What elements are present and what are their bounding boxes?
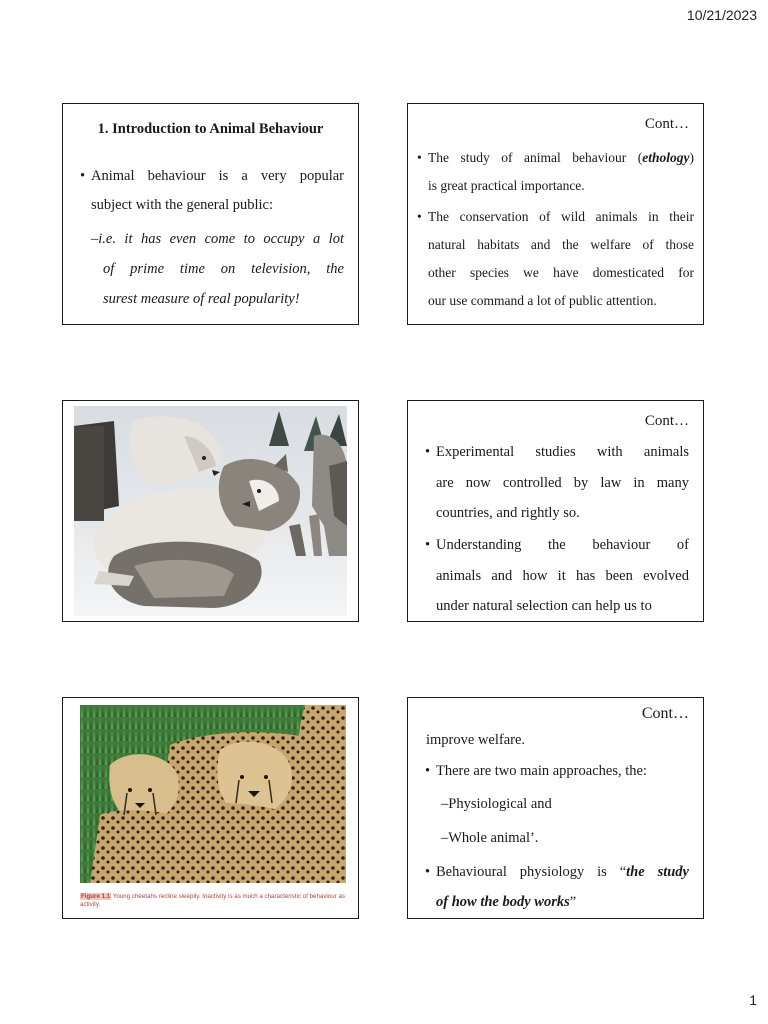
slide-wolves-image [62, 400, 359, 622]
sub-item-whole-animal: –Whole animal’. [441, 830, 539, 846]
bullet-dot: • [425, 537, 431, 553]
bullet-dot: • [417, 150, 422, 165]
bullet-text: There are two main approaches, the: [436, 763, 647, 779]
sub-bullet-line: –i.e. it has even come to occupy a lot [91, 231, 344, 247]
bullet-line: animals and how it has been evolved [436, 567, 689, 584]
sub-bullet-tv [91, 224, 344, 314]
figure-caption-text: Young cheetahs recline sleepily. Inactivity is as much a characteristic of behaviour as activity. [80, 893, 345, 908]
bullet-dot: • [425, 864, 431, 880]
bullet-experimental [425, 437, 689, 529]
ethology-term: ethology [642, 150, 690, 165]
cheetah-cubs-photo [80, 705, 346, 883]
bullet-dot: • [425, 763, 431, 779]
cont-label: Cont… [644, 116, 689, 132]
bullet-behavioural-physiology [425, 857, 689, 917]
sub-item-physiological: –Physiological and [441, 796, 552, 812]
bullet-line: under natural selection can help us to [436, 598, 652, 614]
slide-experimental-studies [407, 400, 704, 622]
slide-cheetah-image [62, 697, 359, 919]
bullet-dot: • [425, 444, 431, 460]
definition-text: of how the body works [436, 894, 570, 910]
slide-title: 1. Introduction to Animal Behaviour [97, 121, 324, 137]
bullet-line [428, 144, 694, 172]
bullet-line: The conservation of wild animals in their [428, 209, 694, 224]
bullet-line: Animal behaviour is a very popular [91, 168, 344, 184]
bullet-line: countries, and rightly so. [436, 505, 580, 521]
sub-bullet-line: of prime time on television, the [103, 261, 344, 277]
bullet-text: Behavioural physiology is “ [436, 864, 627, 880]
page-number: 1 [749, 992, 757, 1008]
bullet-line: Experimental studies with animals [436, 444, 689, 460]
bullet-dot: • [80, 168, 86, 184]
page-date: 10/21/2023 [686, 7, 757, 23]
slide-ethology [407, 103, 704, 325]
bullet-text: The study of animal behaviour ( [428, 150, 643, 165]
bullet-text: ” [569, 894, 577, 910]
bullet-dot: • [417, 209, 422, 224]
bullet-line [436, 887, 689, 917]
cont-label: Cont… [644, 413, 689, 429]
definition-text: the study [626, 864, 689, 880]
continued-text: improve welfare. [426, 732, 526, 748]
bullet-understanding [425, 530, 689, 622]
bullet-popular-subject [80, 162, 344, 220]
slide-approaches [407, 697, 704, 919]
bullet-two-approaches [425, 756, 647, 786]
bullet-line: Understanding the behaviour of [436, 537, 689, 553]
cont-label: Cont… [641, 705, 689, 722]
slide-introduction [62, 103, 359, 325]
bullet-line: other species we have domesticated for [428, 265, 694, 280]
bullet-line [436, 857, 689, 887]
bullet-line: is great practical importance. [428, 178, 585, 193]
bullet-line: subject with the general public: [91, 197, 274, 213]
bullet-ethology [417, 144, 694, 200]
figure-caption [80, 893, 346, 909]
figure-label: Figure 1.1 [81, 893, 111, 900]
bullet-conservation [417, 203, 694, 315]
bullet-line: are now controlled by law in many [436, 474, 689, 491]
bullet-text: ) [689, 150, 694, 165]
wolves-photo [74, 406, 347, 616]
sub-bullet-line: surest measure of real popularity! [103, 291, 300, 307]
bullet-line: our use command a lot of public attention. [428, 293, 657, 308]
bullet-line: natural habitats and the welfare of those [428, 237, 694, 252]
